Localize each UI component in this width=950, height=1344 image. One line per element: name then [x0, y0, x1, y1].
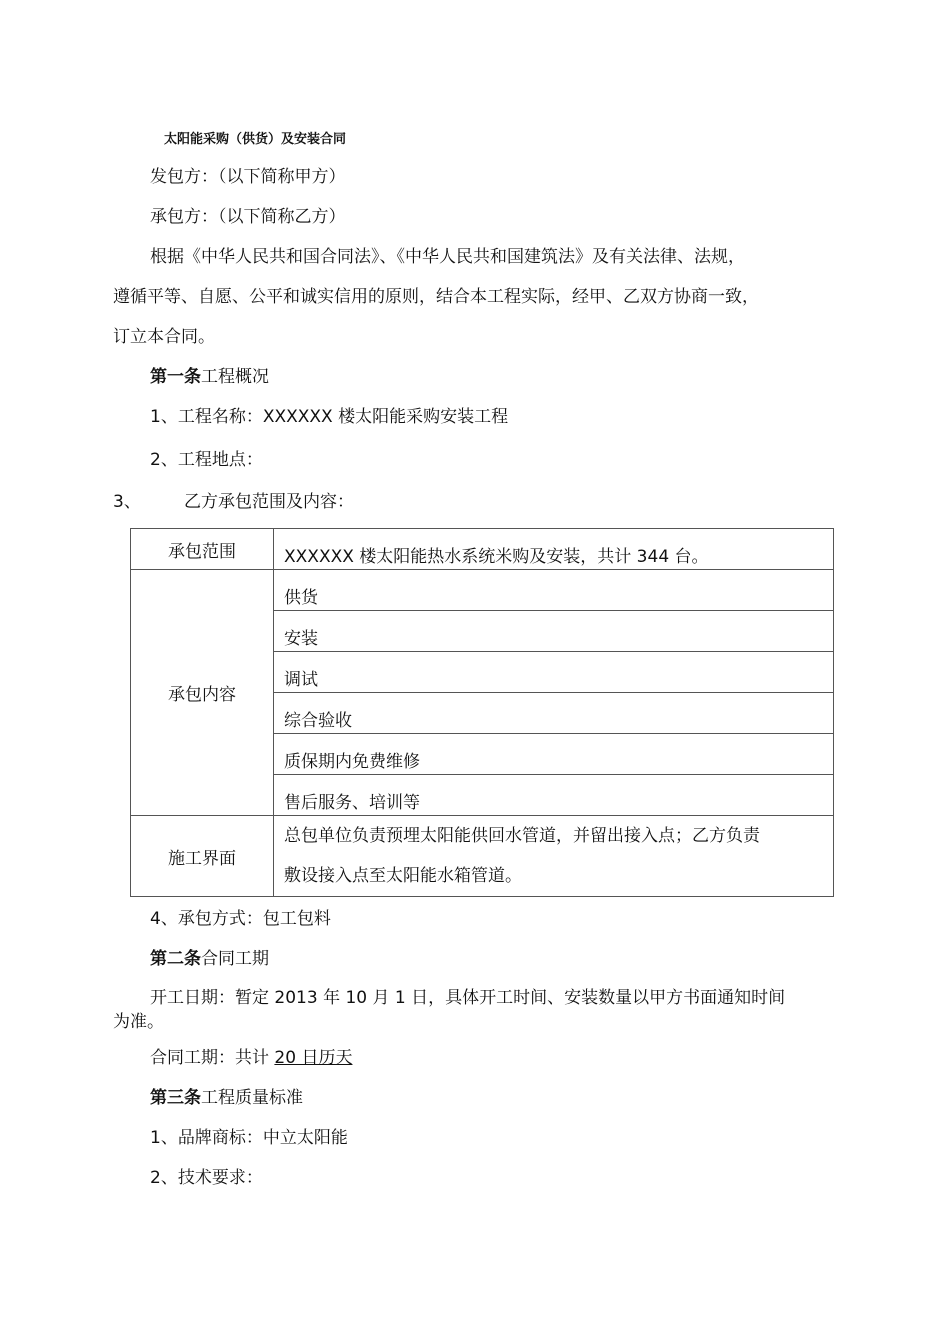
- content-label: 承包内容: [131, 570, 274, 816]
- intro-line-1: 根据《中华人民共和国合同法》、《中华人民共和国建筑法》及有关法律、法规，: [150, 247, 745, 267]
- content-item: 安装: [274, 611, 834, 652]
- duration-prefix: 合同工期：共计: [150, 1048, 275, 1068]
- article-1-number: 第一条: [150, 367, 201, 387]
- article-3-heading: [150, 1086, 303, 1110]
- article-2-heading: [150, 947, 269, 971]
- table-row: [131, 529, 834, 570]
- intro-line-2: 遵循平等、自愿、公平和诚实信用的原则，结合本工程实际，经甲、乙双方协商一致，: [113, 287, 759, 307]
- content-item: 售后服务、培训等: [274, 775, 834, 816]
- interface-line-1: 总包单位负责预埋太阳能供回水管道，并留出接入点；乙方负责: [284, 826, 760, 846]
- article-3-title: 工程质量标准: [201, 1088, 303, 1108]
- intro-line-3: 订立本合同。: [113, 327, 215, 347]
- party-b: 承包方：（以下简称乙方）: [150, 207, 346, 227]
- contract-method: 4、承包方式：包工包料: [150, 909, 331, 929]
- duration-value: 20 日历天: [274, 1048, 353, 1068]
- interface-label: 施工界面: [131, 816, 274, 897]
- article-3-number: 第三条: [150, 1088, 201, 1108]
- project-name: 1、工程名称：XXXXXX 楼太阳能采购安装工程: [150, 407, 509, 427]
- article-2-title: 合同工期: [201, 949, 269, 969]
- brand-line: 1、品牌商标：中立太阳能: [150, 1128, 348, 1148]
- article-1-title: 工程概况: [201, 367, 269, 387]
- content-item: 调试: [274, 652, 834, 693]
- interface-line-2: 敷设接入点至太阳能水箱管道。: [284, 866, 522, 886]
- article-2-number: 第二条: [150, 949, 201, 969]
- scope-item-text: 乙方承包范围及内容：: [184, 492, 354, 512]
- content-item: 供货: [274, 570, 834, 611]
- content-item: 质保期内免费维修: [274, 734, 834, 775]
- content-item: 综合验收: [274, 693, 834, 734]
- start-date-line-1: 开工日期：暂定 2013 年 10 月 1 日，具体开工时间、安装数量以甲方书面通知时间: [150, 988, 786, 1008]
- table-row: [131, 816, 834, 897]
- duration-line: [150, 1046, 352, 1070]
- start-date-line-2: 为准。: [113, 1012, 164, 1032]
- table-row: [131, 570, 834, 611]
- party-a: 发包方：（以下简称甲方）: [150, 167, 346, 187]
- interface-value: [274, 816, 834, 897]
- doc-title: 太阳能采购（供货）及安装合同: [164, 132, 347, 147]
- project-location: 2、工程地点：: [150, 450, 263, 470]
- tech-requirements: 2、技术要求：: [150, 1168, 263, 1188]
- scope-value: XXXXXX 楼太阳能热水系统米购及安装，共计 344 台。: [274, 529, 834, 570]
- scope-item-number: 3、: [113, 492, 141, 512]
- article-1-heading: [150, 365, 269, 389]
- scope-table: [130, 528, 834, 897]
- scope-label: 承包范围: [131, 529, 274, 570]
